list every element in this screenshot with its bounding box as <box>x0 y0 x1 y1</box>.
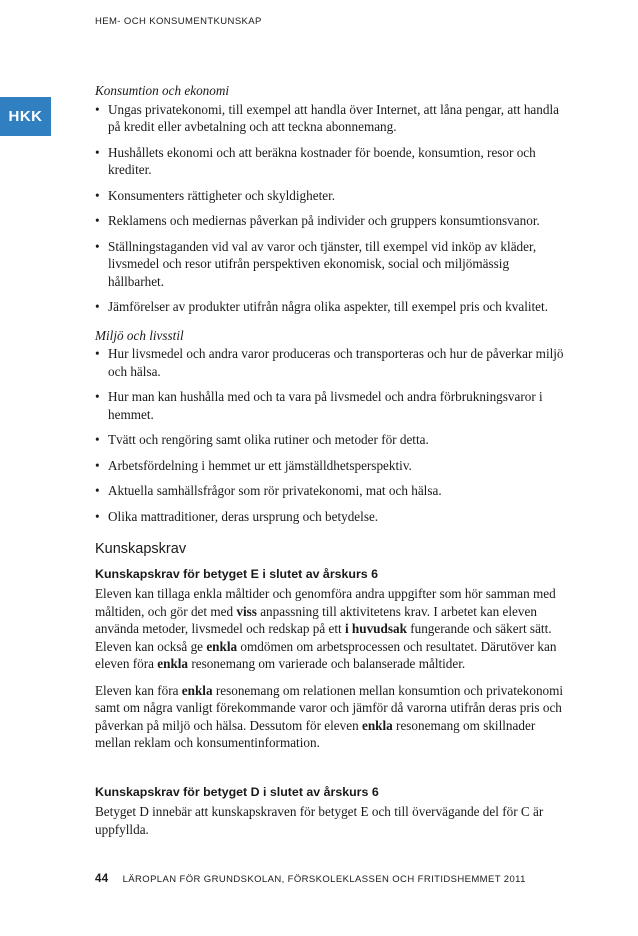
grade-e-paragraph-1 <box>95 585 565 673</box>
text-run: Eleven kan tillaga enkla måltider och genomföra andra uppgifter som hör samman med måltiden, och gör det med <box>95 586 556 619</box>
list-item: • Hushållets ekonomi och att beräkna kostnader för boende, konsumtion, resor och krediter. <box>95 144 565 179</box>
list-item: • Reklamens och mediernas påverkan på individer och gruppers konsumtionsvanor. <box>95 212 565 230</box>
text-run: anpassning till aktivitetens krav. I arbetet kan eleven använda metoder, livsmedel och redskap på ett <box>95 603 537 636</box>
section-heading-miljo: Miljö och livsstil <box>95 327 184 343</box>
subject-tab <box>0 97 51 136</box>
grade-e-paragraph-2 <box>95 682 565 752</box>
subject-tab-label: HKK <box>8 108 43 125</box>
emphasis-term: enkla <box>361 717 393 733</box>
page-number: 44 <box>95 873 109 885</box>
bullet-list-miljo <box>95 345 565 525</box>
list-item: • Konsumenters rättigheter och skyldigheter. <box>95 187 565 205</box>
kunskapskrav-title: Kunskapskrav <box>95 541 187 557</box>
running-head: HEM- OCH KONSUMENTKUNSKAP <box>95 16 262 27</box>
publication-title: LÄROPLAN FÖR GRUNDSKOLAN, FÖRSKOLEKLASSEN OCH FRITIDSHEMMET 2011 <box>122 874 526 885</box>
page-footer <box>95 873 526 885</box>
emphasis-term: viss <box>236 603 257 619</box>
list-item: • Tvätt och rengöring samt olika rutiner och metoder för detta. <box>95 431 565 449</box>
list-item: • Jämförelser av produkter utifrån några olika aspekter, till exempel pris och kvalitet. <box>95 298 565 316</box>
list-item: • Hur livsmedel och andra varor produceras och transporteras och hur de påverkar miljö och hälsa. <box>95 345 565 380</box>
grade-e-heading: Kunskapskrav för betyget E i slutet av årskurs 6 <box>95 566 379 581</box>
text-run: Eleven kan föra <box>95 682 182 698</box>
list-item: • Aktuella samhällsfrågor som rör privatekonomi, mat och hälsa. <box>95 482 565 500</box>
grade-d-heading: Kunskapskrav för betyget D i slutet av årskurs 6 <box>95 784 379 799</box>
page-content <box>95 82 565 847</box>
text-run: resonemang om varierade och balanserade måltider. <box>188 656 466 671</box>
text-run: omdömen om arbetsprocessen och resultatet. Därutöver kan eleven föra <box>95 638 557 671</box>
emphasis-term: enkla <box>181 682 213 698</box>
emphasis-term: enkla <box>157 656 189 671</box>
list-item: • Hur man kan hushålla med och ta vara på livsmedel och andra förbrukningsvaror i hemmet. <box>95 388 565 423</box>
list-item: • Olika mattraditioner, deras ursprung och betydelse. <box>95 508 565 526</box>
text-run: resonemang om skillnader mellan reklam och konsumentinformation. <box>95 717 536 750</box>
section-heading-konsumtion: Konsumtion och ekonomi <box>95 83 230 98</box>
list-item: • Arbetsfördelning i hemmet ur ett jämställdhetsperspektiv. <box>95 457 565 475</box>
text-run: resonemang om relationen mellan konsumtion och privatekonomi samt om några vanligt förekommande varor och jämför då varorna utifrån deras pris och påverkan på miljö och hälsa. Dessutom för eleven <box>95 682 564 733</box>
text-run: fungerande och säkert sätt. Eleven kan också ge <box>95 621 552 654</box>
emphasis-term: i huvudsak <box>344 621 407 636</box>
emphasis-term: enkla <box>206 638 238 654</box>
grade-d-paragraph: Betyget D innebär att kunskapskraven för betyget E och till övervägande del för C är uppfyllda. <box>95 804 544 837</box>
bullet-list-konsumtion <box>95 101 565 316</box>
list-item: • Ungas privatekonomi, till exempel att handla över Internet, att låna pengar, att handla på kredit eller avbetalning och att teckna abonnemang. <box>95 101 565 136</box>
list-item: • Ställningstaganden vid val av varor och tjänster, till exempel vid inköp av kläder, livsmedel och resor utifrån perspektiven ekonomisk, social och miljömässig hållbarhet. <box>95 238 565 291</box>
